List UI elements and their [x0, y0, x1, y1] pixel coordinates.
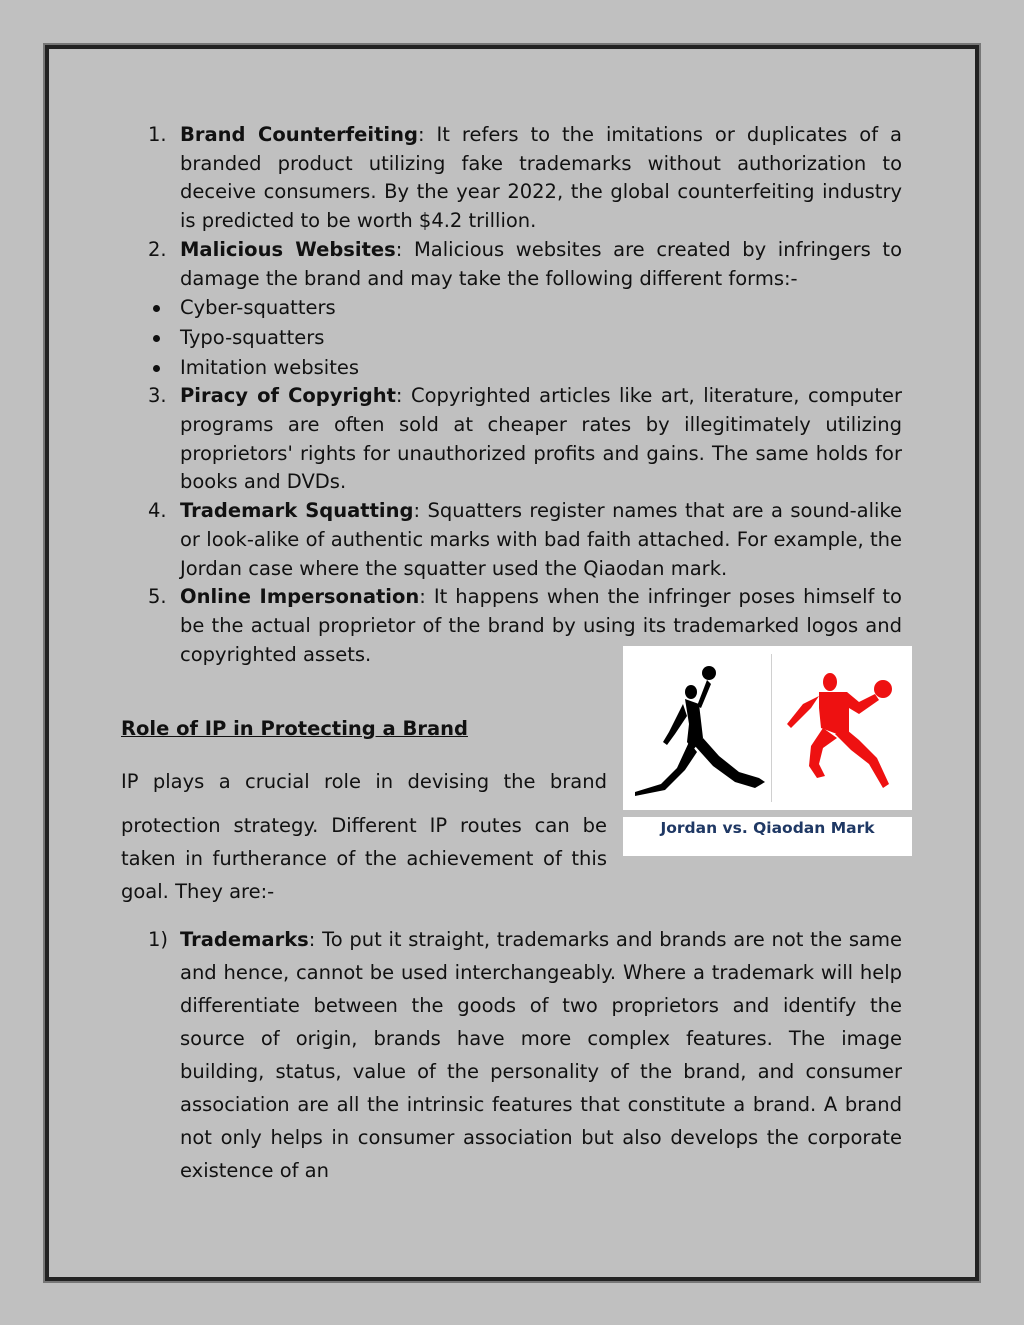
list-term: Malicious Websites: [180, 237, 396, 261]
intro-paragraph: [121, 767, 607, 908]
intro-line-1: IP plays a crucial role in devising the brand: [121, 770, 607, 793]
bullet-item: [148, 294, 902, 323]
bullet-text: Typo-squatters: [180, 325, 325, 349]
bullet-text: Imitation websites: [180, 355, 360, 379]
list-term: Trademarks: [180, 928, 309, 951]
list-term: Brand Counterfeiting: [180, 123, 418, 146]
list-text: : Malicious websites are created by infringers to damage the brand and may take the following different forms:-: [180, 237, 903, 290]
list-number: 1.: [148, 123, 167, 146]
list-item: [148, 923, 902, 1187]
list-item: [148, 382, 902, 497]
list-text: : Copyrighted articles like art, literature, computer programs are often sold at cheaper rates by illegitimately utilizing proprietors' rights for unauthorized profits and gains. The same holds for books and DVDs.: [180, 384, 902, 494]
list-term: Piracy of Copyright: [180, 384, 396, 408]
bullet-icon: [153, 305, 160, 312]
list-text: : It refers to the imitations or duplicates of a branded product utilizing fake trademarks without authorization to deceive consumers. By the year 2022, the global counterfeiting industry is predicted to be worth $4.2 trillion.: [180, 123, 902, 233]
figure-caption: Jordan vs. Qiaodan Mark: [660, 819, 875, 837]
bullet-icon: [153, 365, 160, 372]
jumpman-silhouette-logo-icon: [623, 646, 912, 810]
list-item: [148, 497, 902, 583]
list-text: : Squatters register names that are a sound-alike or look-alike of authentic marks with bad faith attached. For example, the Jordan case where the squatter used the Qiaodan mark.: [180, 499, 902, 580]
figure-caption-box: [623, 817, 912, 856]
list-item: [148, 121, 902, 236]
intro-text: protection strategy. Different IP routes can be taken in furtherance of the achievement of this goal. They are:-: [121, 814, 607, 903]
list-number: 1): [148, 928, 169, 951]
ip-routes-list: [148, 923, 902, 1187]
list-number: 2.: [148, 237, 167, 261]
list-number: 5.: [148, 585, 167, 609]
list-term: Trademark Squatting: [180, 499, 414, 523]
bullet-item: [148, 324, 902, 353]
bullet-text: Cyber-squatters: [180, 296, 336, 320]
list-number: 3.: [148, 384, 167, 408]
threats-list: [148, 121, 902, 669]
bullet-item: [148, 354, 902, 383]
list-term: Online Impersonation: [180, 585, 420, 609]
list-item: [148, 236, 902, 293]
section-heading: Role of IP in Protecting a Brand: [121, 717, 468, 740]
figure-divider: [771, 654, 772, 802]
list-text: : To put it straight, trademarks and brands are not the same and hence, cannot be used interchangeably. Where a trademark will help differentiate between the goods of two proprietors and identify the source of origin, brands have more complex features. The image building, status, value of the personality of the brand, and consumer association are all the intrinsic features that constitute a brand. A brand not only helps in consumer association but also develops the corporate existence of an: [180, 928, 902, 1182]
list-number: 4.: [148, 499, 167, 523]
list-text: : It happens when the infringer poses himself to be the actual proprietor of the brand by using its trademarked logos and copyrighted assets.: [180, 585, 902, 666]
logo-comparison-figure: [623, 646, 912, 810]
bullet-icon: [153, 335, 160, 342]
